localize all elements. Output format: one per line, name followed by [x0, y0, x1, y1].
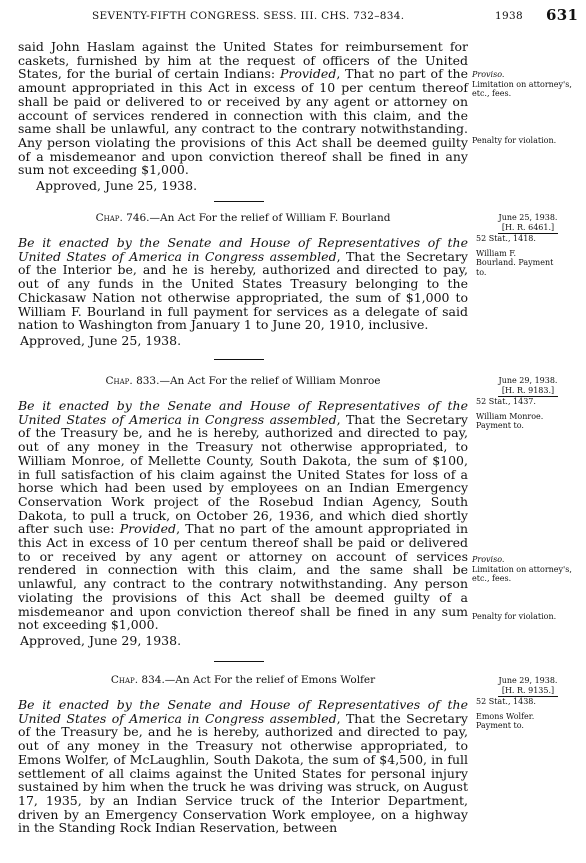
margin-note-penalty: Penalty for violation. [472, 136, 557, 145]
chapter-heading: Chap. 834.—An Act For the relief of Emons Wolfer [110, 674, 376, 686]
chapter-833 [18, 375, 468, 648]
margin-note-746: June 25, 1938. [H. R. 6461.] 52 Stat., 1418. William F. Bourland. Payment to. [476, 213, 558, 277]
section-divider [214, 359, 264, 360]
chapter-approved: Approved, June 25, 1938. [20, 332, 182, 348]
margin-note-proviso: Proviso. Limitation on attorney's, etc., fees. [472, 70, 572, 99]
margin-note-833-penalty: Penalty for violation. [472, 612, 557, 621]
running-header [0, 6, 586, 26]
chapter-body: Be it enacted by the Senate and House of Representatives of the United States of America in Congress assembled, That the Secretary of the Treasury be, and he is hereby, authorized and directed to pay, out of any money in the Treasury not otherwise appropriated, to William Monroe, of Mellette County, South Dakota, the sum of $100, in full satisfaction of his claim against the United States for loss of a horse which had been used by employees on an Indian Emergency Conservation Work project of the Rosebud Indian Agency, South Dakota, to pull a truck, on October 26, 1936, and which died shortly after such use: Provided, That no part of the amount appropriated in this Act in excess of 10 per centum thereof shall be paid or delivered to or received by any agent or attorney on account of services rendered in connection with this claim, and the same shall be unlawful, any contract to the contrary notwithstanding. Any person violating the provisions of this Act shall be deemed guilty of a misdemeanor and upon conviction thereof shall be fined in any sum not exceeding $1,000. [18, 398, 468, 633]
chapter-heading: Chap. 746.—An Act For the relief of William F. Bourland [95, 212, 391, 224]
proviso-word: Provided [279, 66, 337, 82]
section-divider [214, 661, 264, 662]
chapter-body: Be it enacted by the Senate and House of Representatives of the United States of America in Congress assembled, That the Secretary of the Treasury be, and he is hereby, authorized and directed to pay, out of any money in the Treasury not otherwise appropriated, to Emons Wolfer, of McLaughlin, South Dakota, the sum of $4,500, in full settlement of all claims against the United States for personal injury sustained by him when the truck he was driving was struck, on August 17, 1935, by an Indian Service truck of the Interior Department, driven by an Emergency Conservation Work employee, on a highway in the Standing Rock Indian Reservation, between [18, 697, 468, 836]
page-number: 631 [546, 6, 579, 24]
intro-paragraph: said John Haslam against the United States for reimbursement for caskets, furnished by him at the request of officers of the United States, for the burial of certain Indians: Provided, That no part of the amount appropriated in this Act in excess of 10 per centum thereof shall be paid or delivered to or received by any agent or attorney on account of services rendered in connection with this claim, and the same shall be unlawful, any contract to the contrary notwithstanding. Any person violating the provisions of this Act shall be deemed guilty of a misdemeanor and upon conviction thereof shall be fined in any sum not exceeding $1,000. [18, 39, 469, 178]
margin-note-833-proviso: Proviso. Limitation on attorney's, etc., fees. [472, 555, 572, 584]
intro-approved: Approved, June 25, 1938. [36, 178, 198, 194]
header-year: 1938 [495, 10, 523, 22]
section-divider [214, 201, 264, 202]
margin-note-834: June 29, 1938. [H. R. 9135.] 52 Stat., 1438. Emons Wolfer. Payment to. [476, 676, 558, 731]
chapter-body: Be it enacted by the Senate and House of Representatives of the United States of America in Congress assembled, That the Secretary of the Interior be, and he is hereby, authorized and directed to pay, out of any funds in the United States Treasury belonging to the Chickasaw Nation not otherwise appropriated, the sum of $1,000 to William F. Bourland in full payment for services as a delegate of said nation to Washington from January 1 to June 20, 1910, inclusive. [18, 235, 468, 333]
chapter-approved: Approved, June 29, 1938. [20, 632, 182, 648]
intro-section [18, 40, 468, 193]
chapter-834 [18, 674, 468, 835]
chapter-heading: Chap. 833.—An Act For the relief of William Monroe [105, 375, 381, 387]
margin-note-833: June 29, 1938. [H. R. 9183.] 52 Stat., 1437. William Monroe. Payment to. [476, 376, 558, 431]
running-title: SEVENTY-FIFTH CONGRESS. SESS. III. CHS. 732–834. [92, 10, 405, 22]
chapter-746 [18, 212, 468, 348]
